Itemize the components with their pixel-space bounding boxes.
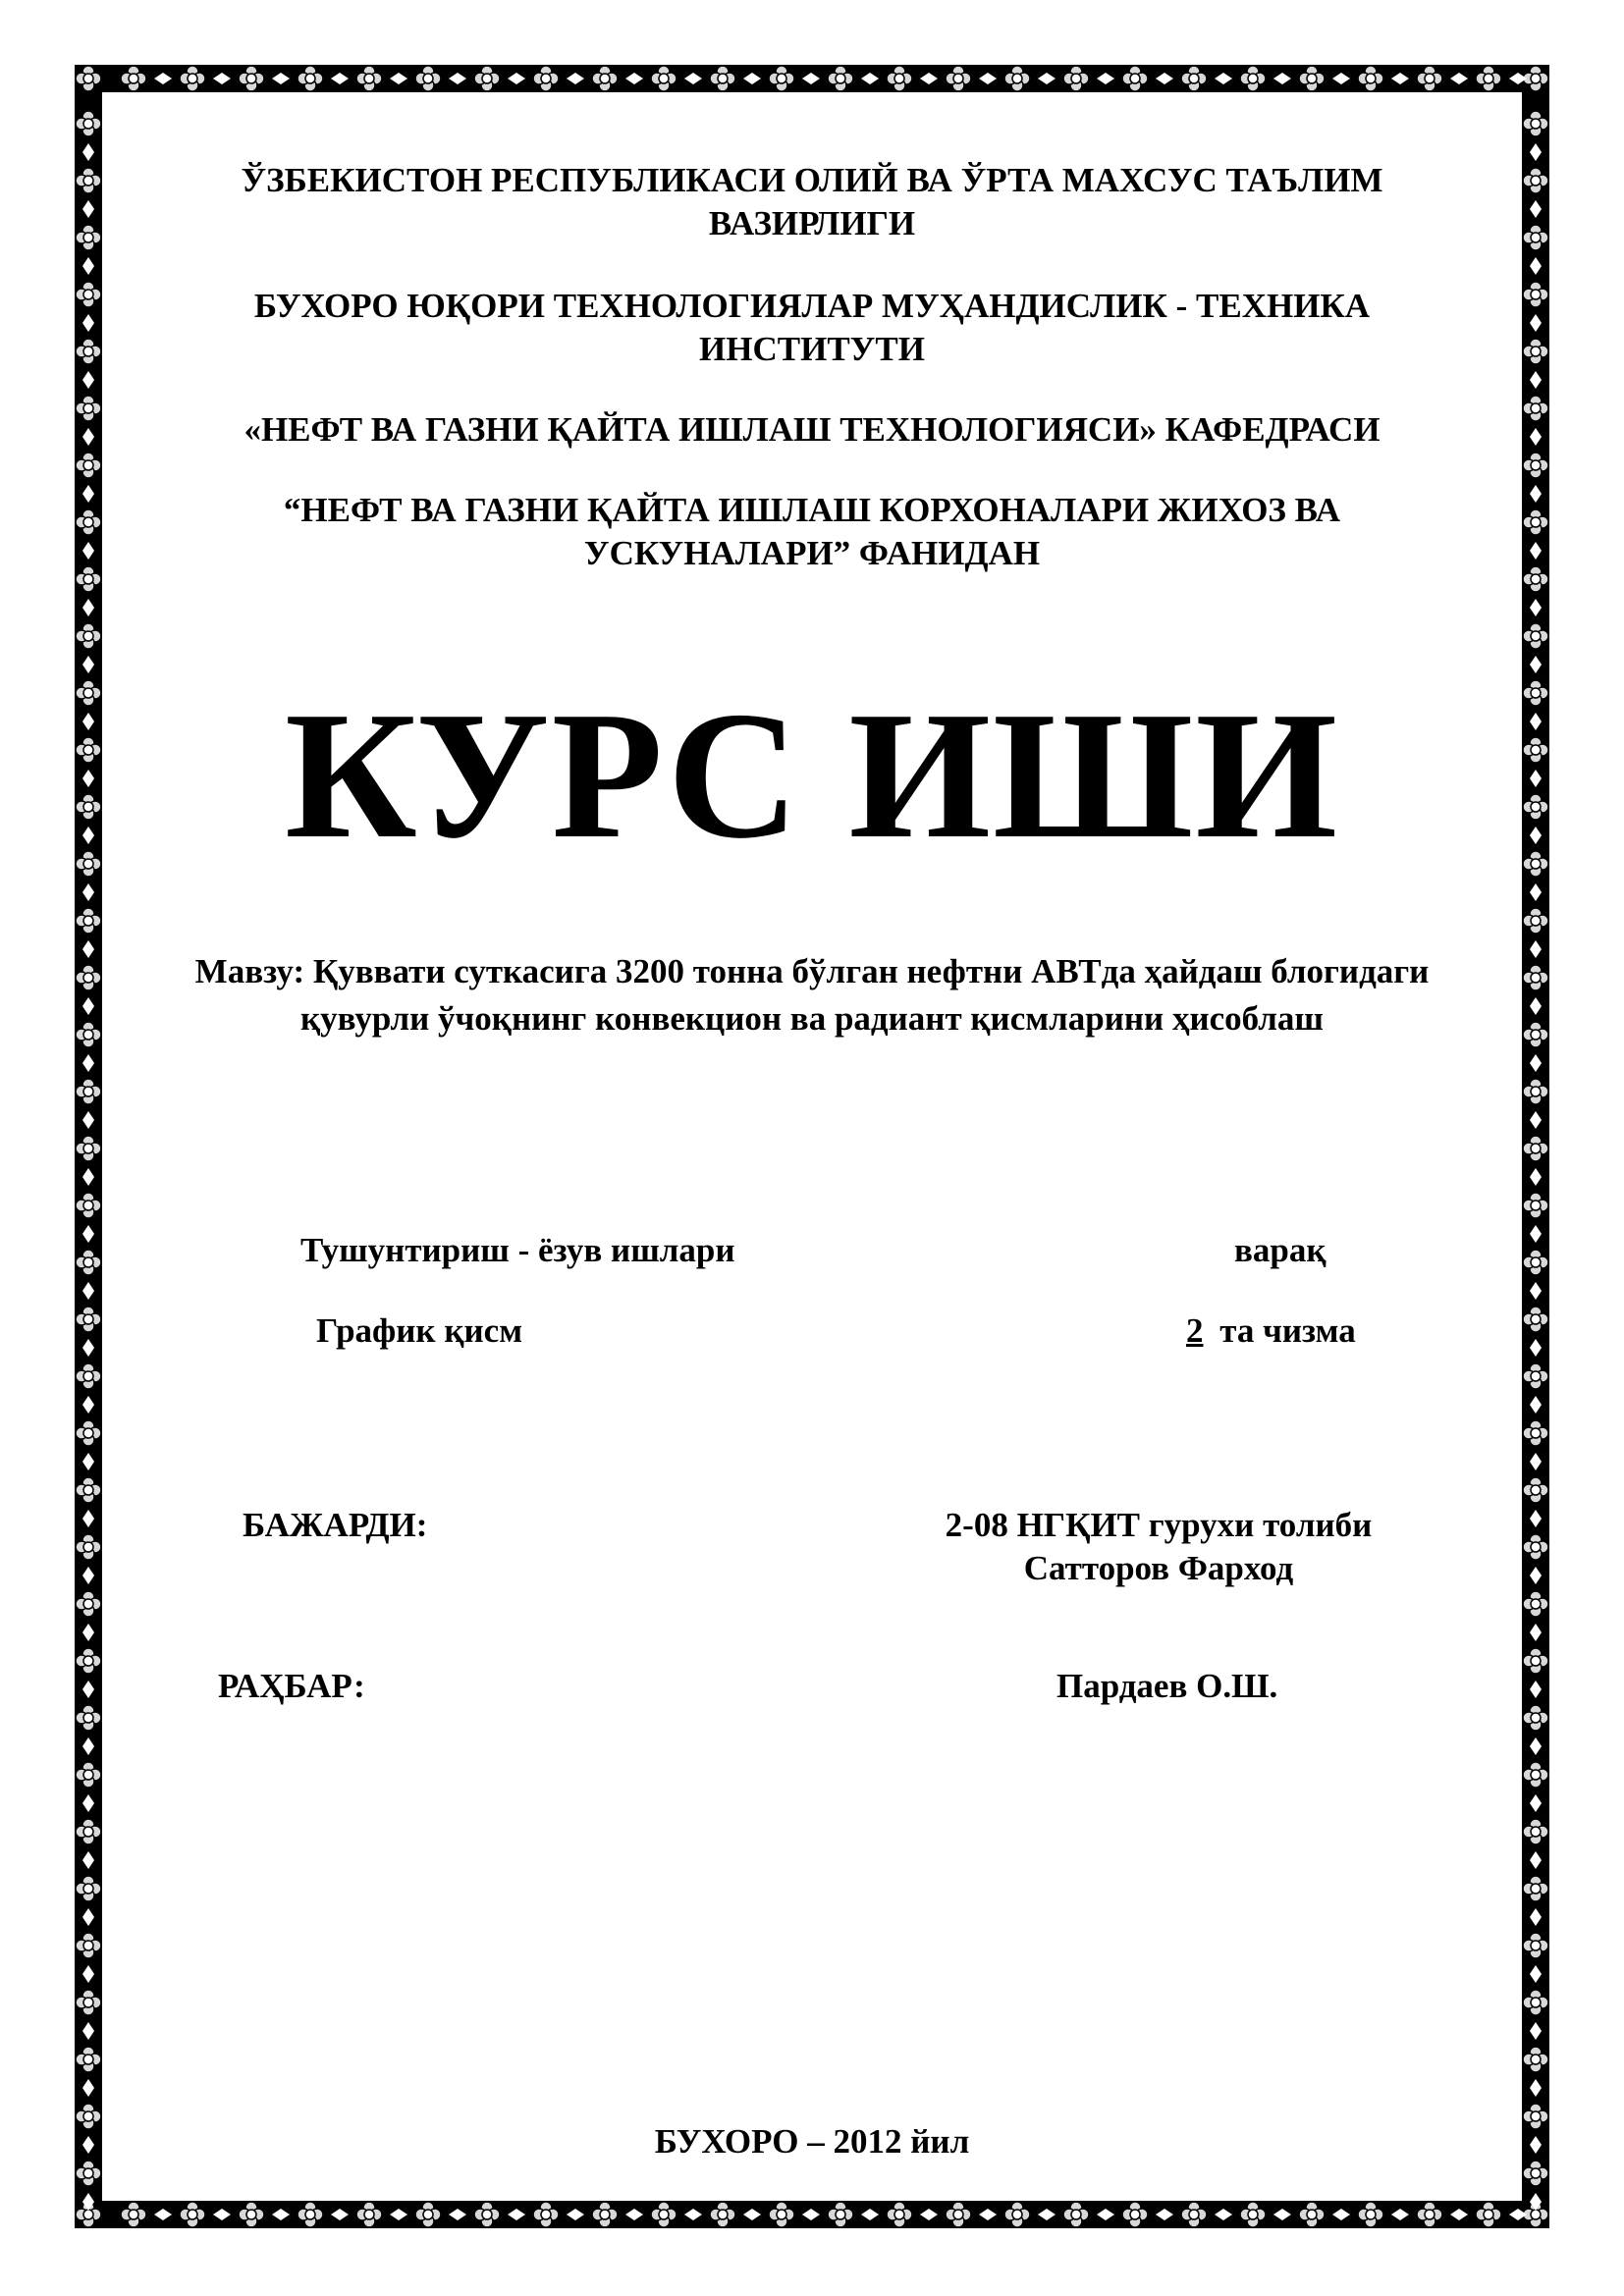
institute-line-2: ИНСТИТУТИ <box>699 330 925 368</box>
institute-heading <box>98 285 1526 371</box>
explanatory-label: Тушунтириш - ёзув ишлари <box>300 1231 735 1269</box>
topic-line-1: Мавзу: Қуввати суткасига 3200 тонна бўлган нефтни АВТда ҳайдаш блогидаги <box>194 952 1430 990</box>
performed-info <box>864 1504 1453 1590</box>
topic <box>98 948 1526 1042</box>
student-group: 2-08 НГҚИТ гурухи толиби <box>945 1506 1373 1544</box>
graphic-label: График қисм <box>316 1311 523 1350</box>
ministry-line-1: ЎЗБЕКИСТОН РЕСПУБЛИКАСИ ОЛИЙ ВА ЎРТА МАХСУС ТАЪЛИМ <box>241 161 1383 199</box>
drawings-label: та чизма <box>1219 1311 1356 1350</box>
topic-line-2: қувурли ўчоқнинг конвекцион ва радиант қисмларини ҳисоблаш <box>300 999 1324 1038</box>
ministry-line-2: ВАЗИРЛИГИ <box>708 204 916 242</box>
drawings-count: 2 <box>1186 1311 1204 1350</box>
institute-line-1: БУХОРО ЮҚОРИ ТЕХНОЛОГИЯЛАР МУҲАНДИСЛИК - ТЕХНИКА <box>253 287 1371 325</box>
city-year: БУХОРО – 2012 йил <box>654 2122 970 2161</box>
department-heading: «НЕФТ ВА ГАЗНИ ҚАЙТА ИШЛАШ ТЕХНОЛОГИЯСИ» КАФЕДРАСИ <box>244 410 1380 449</box>
supervisor-label: РАҲБАР: <box>218 1667 365 1705</box>
border-flowers <box>76 66 1548 2227</box>
drawings-info <box>1186 1309 1356 1353</box>
ministry-heading <box>98 159 1526 245</box>
border-band <box>75 65 1549 2228</box>
subject-line-2: УСКУНАЛАРИ” ФАНИДАН <box>583 534 1041 572</box>
sheets-label: варақ <box>1234 1231 1326 1269</box>
subject-heading <box>98 489 1526 575</box>
subject-line-1: “НЕФТ ВА ГАЗНИ ҚАЙТА ИШЛАШ КОРХОНАЛАРИ ЖИХОЗ ВА <box>283 491 1341 529</box>
performed-label: БАЖАРДИ: <box>243 1506 428 1544</box>
document-title: КУРС ИШИ <box>285 674 1339 877</box>
supervisor-name: Пардаев О.Ш. <box>1056 1667 1278 1705</box>
student-name: Сатторов Фарход <box>1023 1549 1294 1587</box>
